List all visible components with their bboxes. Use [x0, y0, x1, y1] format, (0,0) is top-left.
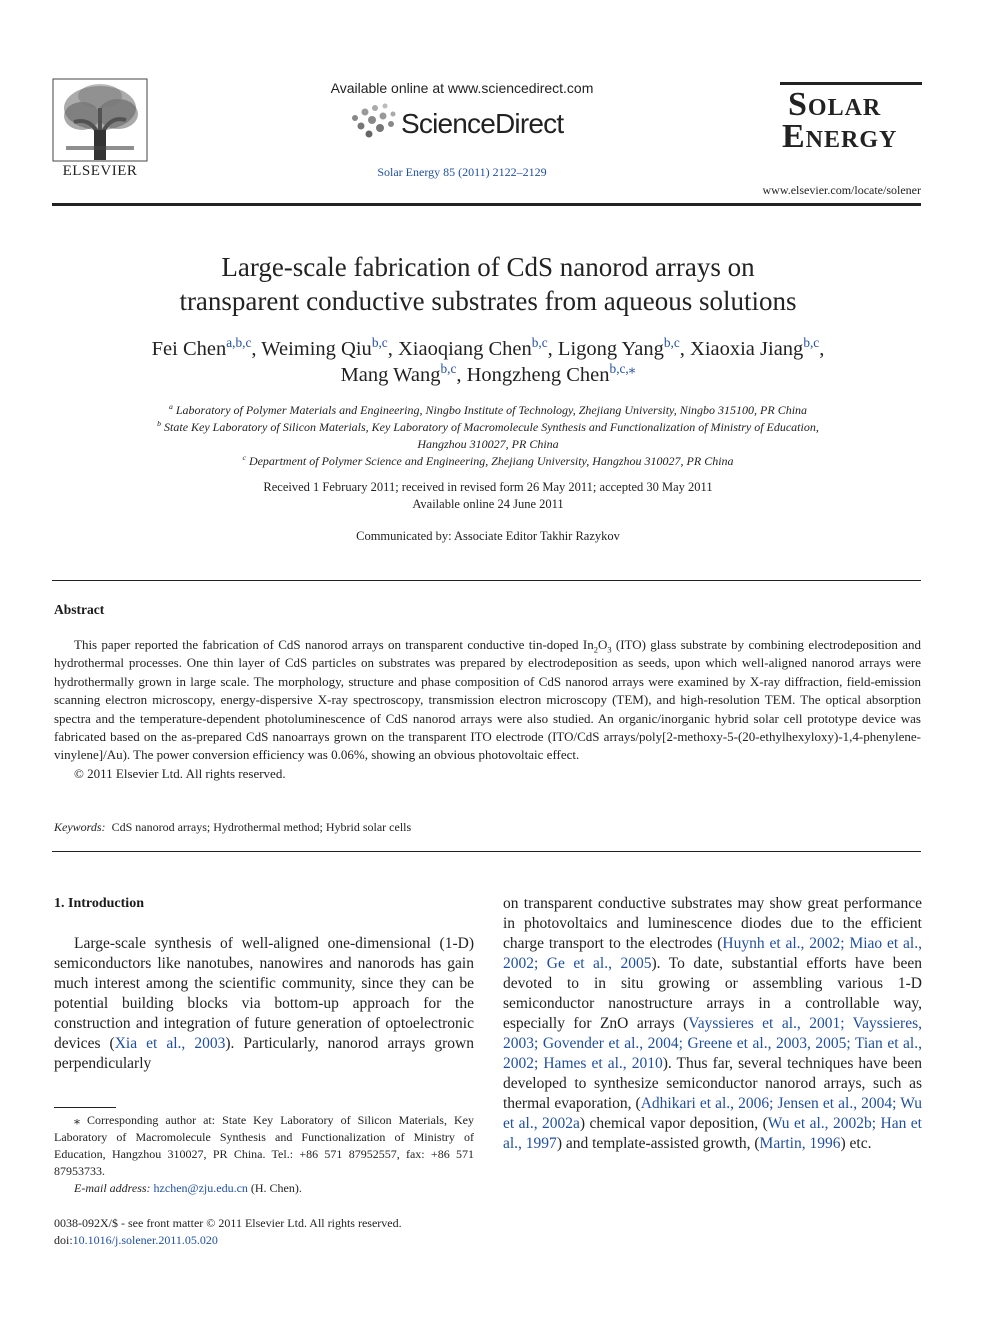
- solar-energy-journal-logo: [780, 82, 922, 162]
- sciencedirect-logo: [345, 100, 585, 144]
- intro-paragraph-1: Large-scale synthesis of well-aligned one-dimensional (1-D) semiconductors like nanotubes, nanowires and nanorods has gain much interest among the scientific community, since they can be potential building blocks via bottom-up approach for the construction and integration of future generation of optoelectronic devices (Xia et al., 2003). Particularly, nanorod arrays grown perpendicularly: [54, 935, 474, 1072]
- email-link[interactable]: hzchen@zju.edu.cn: [153, 1181, 248, 1195]
- author-name: Weiming Qiu: [261, 338, 372, 360]
- right-column: [503, 894, 922, 1154]
- abstract-paragraph: This paper reported the fabrication of CdS nanorod arrays on transparent conductive tin-doped $In_2O_3$ (ITO) glass substrate by combining electrodeposition and hydrothermal processes. One thin layer of CdS particles on substrates was prepared by electrodeposition as seeds, upon which well-aligned nanorod arrays were hydrothermally grown in large scale. The morphology, structure and phase composition of CdS nanorod arrays were examined by X-ray diffraction, field-emission scanning electron microscopy, energy-dispersive X-ray spectroscopy, transmission electron microscopy (TEM), and high-resolution TEM. The optical absorption spectra and the temperature-dependent photoluminescence of CdS nanorod arrays were also studied. An organic/inorganic hybrid solar cell prototype device was fabricated based on the as-prepared CdS nanoarrays grown on the transparent ITO electrode (ITO/CdS arrays/poly[2-methoxy-5-(20-ethylhexyloxy)-1,4-phenylene-vinylene]/Au). The power conversion efficiency was 0.06%, showing an obvious photovoltaic effect.: [54, 637, 922, 763]
- front-matter: [54, 1215, 474, 1249]
- author-list: [60, 336, 916, 388]
- journal-reference-link[interactable]: Solar Energy 85 (2011) 2122–2129: [377, 165, 547, 179]
- article-title: [60, 250, 916, 318]
- abstract-rule: [52, 851, 921, 852]
- affiliation-b: $^b$ State Key Laboratory of Silicon Materials, Key Laboratory of Macromolecule Synthesis and Functionalization of Ministry of Education,: [157, 419, 819, 434]
- author-affiliation-mark[interactable]: b,c: [531, 335, 548, 351]
- sciencedirect-dots-icon: [345, 100, 401, 144]
- citation-link[interactable]: Huynh et al., 2002; Miao et al., 2002; Ge et al., 2005: [503, 935, 922, 972]
- affiliation-c: $^c$ Department of Polymer Science and Engineering, Zhejiang University, Hangzhou 310027, PR China: [242, 453, 734, 468]
- author-affiliation-mark[interactable]: b,c: [440, 361, 457, 377]
- author-name: Xiaoxia Jiang: [690, 338, 804, 360]
- sciencedirect-wordmark: ScienceDirect: [401, 108, 564, 139]
- corresponding-author-mark[interactable]: b,c,⁎: [609, 361, 636, 377]
- intro-paragraph-1-cont: on transparent conductive substrates may show great performance in photovoltaics and luminescence diodes due to the efficient charge transport to the electrodes (Huynh et al., 2002; Miao et al., 2002; Ge et al., 2005). To date, substantial efforts have been devoted to in situ growing or assembling various 1-D semiconductor nanostructure arrays in a controllable way, especially for ZnO arrays (Vayssieres et al., 2001; Vayssieres, 2003; Govender et al., 2004; Greene et al., 2003, 2005; Tian et al., 2002; Hames et al., 2010). Thus far, several techniques have been developed to synthesize semiconductor nanorod arrays, such as thermal evaporation, (Adhikari et al., 2006; Jensen et al., 2004; Wu et al., 2002a) chemical vapor deposition, (Wu et al., 2002b; Han et al., 1997) and template-assisted growth, (Martin, 1996) etc.: [503, 895, 922, 1152]
- received-dates: Received 1 February 2011; received in revised form 26 May 2011; accepted 30 May 2011: [263, 480, 713, 494]
- author-line-2: Mang Wang$^{b,c}$, Hongzheng Chen$^{b,c,⁎}$: [340, 361, 636, 386]
- author-name: Fei Chen: [151, 338, 227, 360]
- left-column: [54, 934, 474, 1074]
- author-affiliation-mark[interactable]: b,c: [371, 335, 388, 351]
- doi-link[interactable]: 10.1016/j.solener.2011.05.020: [72, 1233, 218, 1247]
- author-affiliation-mark[interactable]: b,c: [803, 335, 820, 351]
- header-rule: [52, 203, 921, 206]
- journal-url[interactable]: www.elsevier.com/locate/solener: [762, 183, 921, 197]
- article-dates: [60, 479, 916, 513]
- issn-line: 0038-092X/$ - see front matter © 2011 Elsevier Ltd. All rights reserved.: [54, 1216, 402, 1230]
- citation-link[interactable]: Vayssieres et al., 2001; Vayssieres, 2003; Govender et al., 2004; Greene et al., 2003, 2005; Tian et al., 2002; Hames et al., 2010: [503, 1015, 922, 1072]
- affiliation-b-cont: Hangzhou 310027, PR China: [417, 437, 559, 451]
- abstract-body: [54, 636, 921, 783]
- keywords-text: CdS nanorod arrays; Hydrothermal method; Hybrid solar cells: [111, 820, 412, 834]
- available-online-text: Available online at www.sciencedirect.com: [330, 80, 594, 96]
- citation-link[interactable]: Xia et al., 2003: [114, 1035, 226, 1052]
- author-affiliation-mark[interactable]: a,b,c: [226, 335, 252, 351]
- title-line-1: Large-scale fabrication of CdS nanorod arrays on: [221, 252, 755, 282]
- affiliation-a: $^a$ Laboratory of Polymer Materials and Engineering, Ningbo Institute of Technology, Zhejiang University, Ningbo 315100, PR China: [168, 402, 808, 417]
- abstract-copyright: © 2011 Elsevier Ltd. All rights reserved.: [74, 765, 286, 781]
- solar-logo-line1: Solar: [788, 86, 882, 123]
- author-name: Mang Wang: [340, 364, 441, 386]
- footnote-mark: ⁎: [74, 1113, 80, 1127]
- abstract-heading: Abstract: [54, 602, 105, 617]
- solar-logo-line2: Energy: [782, 118, 898, 155]
- doi-line: doi:10.1016/j.solener.2011.05.020: [54, 1233, 218, 1247]
- author-name: Xiaoqiang Chen: [397, 338, 532, 360]
- title-block-rule: [52, 580, 921, 581]
- author-line-1: Fei Chen$^{a,b,c}$, Weiming Qiu$^{b,c}$, Xiaoqiang Chen$^{b,c}$, Ligong Yang$^{b,c}$, Xiaoxia Jiang$^{b,c}$,: [151, 335, 825, 360]
- citation-link[interactable]: Wu et al., 2002b; Han et al., 1997: [503, 1115, 922, 1152]
- corresponding-author-footnote: ⁎ Corresponding author at: State Key Laboratory of Silicon Materials, Key Laboratory of Macromolecule Synthesis and Functionalization of Ministry of Education, Hangzhou 310027, PR China. Tel.: +86 571 87952557, fax: +86 571 87953733. E-mail address: hzchen@zju.edu.cn (H. Chen).: [54, 1113, 474, 1195]
- citation-link[interactable]: Martin, 1996: [759, 1135, 841, 1152]
- elsevier-wordmark: ELSEVIER: [62, 163, 138, 179]
- keywords-label: Keywords:: [54, 820, 106, 834]
- affiliations: [60, 402, 916, 470]
- keywords: [54, 820, 921, 835]
- citation-link[interactable]: Adhikari et al., 2006; Jensen et al., 2004; Wu et al., 2002a: [503, 1095, 922, 1132]
- footnote-rule: [54, 1107, 116, 1108]
- communicated-by: Communicated by: Associate Editor Takhir Razykov: [356, 529, 620, 543]
- section-heading-introduction: 1. Introduction: [54, 896, 144, 911]
- author-affiliation-mark[interactable]: b,c: [663, 335, 680, 351]
- available-online-date: Available online 24 June 2011: [412, 497, 564, 511]
- author-name: Hongzheng Chen: [466, 364, 610, 386]
- author-name: Ligong Yang: [557, 338, 664, 360]
- title-line-2: transparent conductive substrates from aqueous solutions: [179, 286, 797, 316]
